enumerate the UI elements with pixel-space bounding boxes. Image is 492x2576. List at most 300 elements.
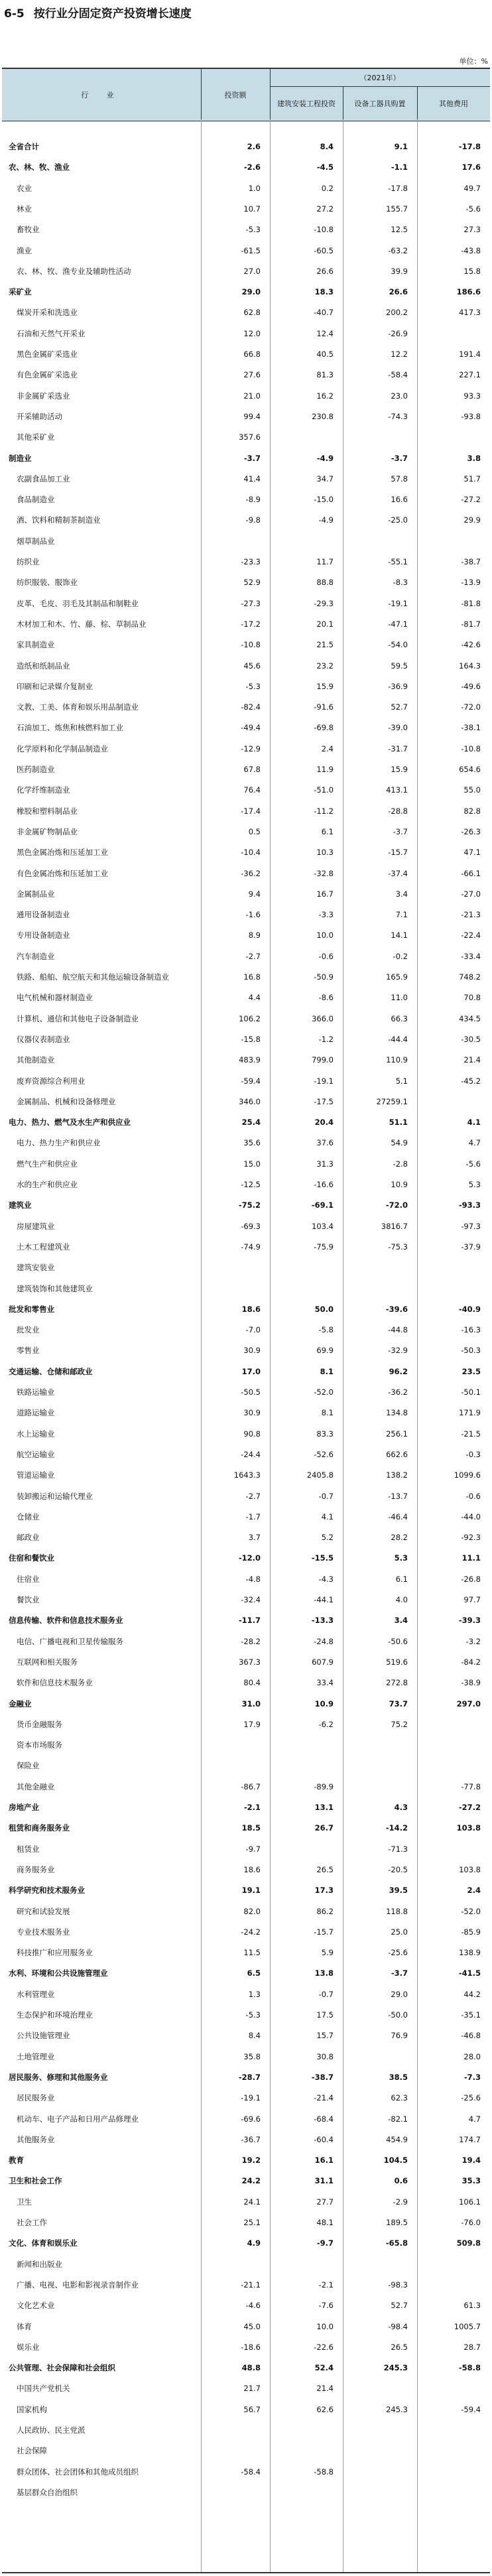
other-value: 654.6 xyxy=(459,765,481,774)
equipment-value: -2.8 xyxy=(393,1159,408,1169)
industry-name: 公共设施管理业 xyxy=(17,2031,70,2041)
industry-name: 零售业 xyxy=(17,1346,40,1356)
industry-name: 皮革、毛皮、羽毛及其制品和制鞋业 xyxy=(17,598,139,608)
construction-value xyxy=(270,426,334,448)
industry-name: 资本市场服务 xyxy=(17,1740,62,1750)
construction-value: -4.3 xyxy=(318,1574,334,1584)
total-value: -24.2 xyxy=(241,1927,261,1937)
total-value xyxy=(201,2481,261,2504)
construction-value: -29.3 xyxy=(314,598,334,608)
construction-value: -69.8 xyxy=(314,723,334,733)
construction-value: 86.2 xyxy=(316,1906,334,1916)
table-row xyxy=(2,1464,490,1486)
equipment-value: 29.0 xyxy=(391,1989,408,1999)
table-row xyxy=(2,945,490,968)
total-value: -11.7 xyxy=(238,1616,261,1626)
construction-value: -11.2 xyxy=(314,806,334,816)
table-row xyxy=(2,841,490,864)
equipment-value: 7.1 xyxy=(395,910,408,920)
total-value: 19.1 xyxy=(241,1886,261,1896)
table-row xyxy=(2,2481,490,2504)
equipment-value: -31.7 xyxy=(388,743,408,753)
equipment-value: -37.4 xyxy=(388,868,408,878)
construction-value xyxy=(270,2439,334,2462)
industry-name: 水利管理业 xyxy=(17,1989,55,1999)
other-value xyxy=(417,1838,481,1860)
industry-name: 农业 xyxy=(17,183,32,193)
equipment-value xyxy=(343,2439,408,2462)
equipment-value: -50.6 xyxy=(388,1636,408,1646)
industry-name: 居民服务业 xyxy=(17,2093,55,2103)
other-value xyxy=(417,1734,481,1756)
industry-name: 人民政协、民主党派 xyxy=(17,2425,86,2435)
total-value: 18.6 xyxy=(243,1864,261,1874)
industry-name: 保险业 xyxy=(17,1761,40,1771)
construction-value xyxy=(270,1277,334,1300)
other-value: -49.6 xyxy=(461,681,481,691)
industry-name: 其他金融业 xyxy=(17,1781,55,1791)
table-row xyxy=(2,1651,490,1673)
total-value: -8.9 xyxy=(245,495,261,505)
construction-value xyxy=(270,2253,334,2276)
industry-name: 林业 xyxy=(17,204,32,214)
table-row xyxy=(2,1131,490,1154)
total-value xyxy=(201,1277,261,1300)
other-value: -5.6 xyxy=(465,204,481,214)
header-other: 其他费用 xyxy=(439,99,468,108)
equipment-value: 0.6 xyxy=(394,2176,408,2186)
total-value: 1.0 xyxy=(248,183,261,193)
construction-value: -40.7 xyxy=(314,308,334,318)
construction-value: 17.5 xyxy=(316,2010,334,2020)
equipment-value: -98.3 xyxy=(388,2280,408,2289)
construction-value: 81.3 xyxy=(316,370,334,380)
table-row xyxy=(2,966,490,988)
industry-name: 卫生和社会工作 xyxy=(9,2176,62,2186)
equipment-value: -44.4 xyxy=(388,1034,408,1044)
table-row xyxy=(2,2274,490,2296)
other-value: -38.1 xyxy=(461,723,481,733)
industry-name: 商务服务业 xyxy=(17,1864,55,1874)
table-row xyxy=(2,1630,490,1653)
equipment-value: 4.0 xyxy=(395,1595,408,1604)
industry-name: 文化、体育和娱乐业 xyxy=(9,2238,78,2248)
construction-value xyxy=(270,530,334,552)
total-value: 17.9 xyxy=(243,1719,261,1729)
total-value: 62.8 xyxy=(243,308,261,318)
total-value: -21.1 xyxy=(241,2280,261,2289)
construction-value: -3.3 xyxy=(318,910,334,920)
equipment-value: 28.2 xyxy=(391,1533,408,1543)
equipment-value: -72.0 xyxy=(385,1200,408,1210)
industry-name: 水利、环境和公共设施管理业 xyxy=(9,1968,108,1978)
table-row xyxy=(2,592,490,615)
industry-name: 新闻和出版业 xyxy=(17,2259,62,2269)
table-row xyxy=(2,1879,490,1901)
total-value: -74.9 xyxy=(241,1242,261,1252)
construction-value: 34.7 xyxy=(316,474,334,483)
total-value xyxy=(201,1734,261,1756)
table-row xyxy=(2,2419,490,2441)
total-value: -50.5 xyxy=(241,1387,261,1397)
construction-value: -15.7 xyxy=(314,1927,334,1937)
other-value: -17.8 xyxy=(458,142,481,151)
equipment-value: -13.7 xyxy=(388,1491,408,1501)
equipment-value: -39.0 xyxy=(388,723,408,733)
equipment-value: -39.6 xyxy=(385,1304,408,1314)
construction-value: 8.1 xyxy=(321,1408,334,1418)
construction-value: -32.8 xyxy=(314,868,334,878)
equipment-value xyxy=(343,2419,408,2441)
total-value: 4.9 xyxy=(247,2238,261,2248)
construction-value: 21.4 xyxy=(316,2384,334,2394)
construction-value: 83.3 xyxy=(316,1429,334,1439)
other-value: -13.9 xyxy=(461,578,481,588)
equipment-value: 66.3 xyxy=(391,1013,408,1023)
table-row xyxy=(2,2087,490,2109)
table-row xyxy=(2,1381,490,1403)
equipment-value: 272.8 xyxy=(386,1678,408,1688)
total-value: -5.3 xyxy=(245,225,261,235)
table-row xyxy=(2,1277,490,1300)
equipment-value: 3.4 xyxy=(394,1616,408,1626)
other-value: 61.3 xyxy=(463,2301,481,2311)
table-row xyxy=(2,1506,490,1528)
equipment-value: -1.1 xyxy=(391,162,408,172)
industry-name: 黑色金属冶炼和压延加工业 xyxy=(17,848,108,858)
industry-name: 有色金属冶炼和压延加工业 xyxy=(17,868,108,878)
equipment-value: -25.6 xyxy=(388,1948,408,1958)
equipment-value: -8.3 xyxy=(393,578,408,588)
equipment-value: 27259.1 xyxy=(376,1096,408,1106)
construction-value xyxy=(270,2419,334,2441)
construction-value: 48.1 xyxy=(316,2218,334,2227)
equipment-value: -74.3 xyxy=(388,411,408,421)
construction-value: -91.6 xyxy=(314,702,334,712)
industry-name: 租赁和商务服务业 xyxy=(9,1823,70,1833)
total-value xyxy=(201,530,261,552)
table-row xyxy=(2,2377,490,2400)
other-value: 103.8 xyxy=(456,1823,481,1833)
industry-name: 交通运输、仓储和邮政业 xyxy=(9,1366,93,1376)
total-value: 8.4 xyxy=(248,2031,261,2041)
other-value: -38.9 xyxy=(461,1678,481,1688)
industry-name: 房地产业 xyxy=(9,1803,39,1812)
construction-value: -10.8 xyxy=(314,225,334,235)
industry-name: 研究和试验发展 xyxy=(17,1906,70,1916)
industry-name: 电气机械和器材制造业 xyxy=(17,993,93,1003)
industry-name: 铁路、船舶、航空航天和其他运输设备制造业 xyxy=(17,972,169,982)
construction-value: 50.0 xyxy=(314,1304,334,1314)
industry-name: 专业技术服务业 xyxy=(17,1927,70,1937)
table-row xyxy=(2,239,490,262)
table-row xyxy=(2,1339,490,1362)
total-value: -61.5 xyxy=(241,245,261,255)
equipment-value: -2.9 xyxy=(393,2197,408,2207)
construction-value: -0.7 xyxy=(318,1989,334,1999)
industry-name: 广播、电视、电影和影视录音制作业 xyxy=(17,2280,139,2289)
table-row xyxy=(2,1547,490,1569)
equipment-value: 5.1 xyxy=(395,1076,408,1086)
equipment-value xyxy=(343,2253,408,2276)
table-row xyxy=(2,550,490,573)
equipment-value: -98.4 xyxy=(388,2321,408,2331)
equipment-value xyxy=(343,2377,408,2400)
construction-value: 10.0 xyxy=(316,931,334,940)
total-value: -4.6 xyxy=(245,2301,261,2311)
construction-value: 40.5 xyxy=(316,350,334,359)
other-value: 106.1 xyxy=(459,2197,481,2207)
total-value: -86.7 xyxy=(241,1781,261,1791)
equipment-value xyxy=(343,1734,408,1756)
other-value: -72.0 xyxy=(461,702,481,712)
table-row xyxy=(2,468,490,490)
equipment-value xyxy=(343,426,408,448)
construction-value: 10.9 xyxy=(314,1699,334,1708)
industry-name: 农副食品加工业 xyxy=(17,474,70,483)
industry-name: 食品制造业 xyxy=(17,495,55,505)
other-value: -0.6 xyxy=(465,1491,481,1501)
construction-value: 0.2 xyxy=(321,183,334,193)
equipment-value: 26.5 xyxy=(391,2342,408,2352)
total-value xyxy=(201,1754,261,1777)
table-row xyxy=(2,1028,490,1051)
industry-name: 电信、广播电视和卫星传输服务 xyxy=(17,1636,123,1646)
industry-name: 计算机、通信和其他电子设备制造业 xyxy=(17,1013,139,1023)
table-row xyxy=(2,2439,490,2462)
industry-name: 木材加工和木、竹、藤、棕、草制品业 xyxy=(17,619,147,629)
total-value: -17.4 xyxy=(241,806,261,816)
total-value: 346.0 xyxy=(239,1096,261,1106)
table-row xyxy=(2,633,490,656)
equipment-value: 11.0 xyxy=(391,993,408,1003)
total-value: 1643.3 xyxy=(233,1470,261,1480)
construction-value: 16.1 xyxy=(314,2156,334,2165)
table-row xyxy=(2,1734,490,1756)
construction-value: -44.1 xyxy=(314,1595,334,1604)
other-value xyxy=(417,530,481,552)
equipment-value: 104.5 xyxy=(383,2156,408,2165)
equipment-value: 3.4 xyxy=(395,889,408,899)
equipment-value: 51.1 xyxy=(389,1118,408,1127)
equipment-value: 12.2 xyxy=(391,350,408,359)
total-value: -23.3 xyxy=(241,557,261,566)
industry-name: 邮政业 xyxy=(17,1533,40,1543)
table-row xyxy=(2,2191,490,2213)
industry-name: 废弃资源综合利用业 xyxy=(17,1076,86,1086)
other-value xyxy=(417,1713,481,1736)
construction-value: 230.8 xyxy=(312,411,334,421)
equipment-value: 12.5 xyxy=(391,225,408,235)
table-row xyxy=(2,1671,490,1694)
total-value: 31.0 xyxy=(241,1699,261,1708)
construction-value xyxy=(270,2481,334,2504)
other-value: 4.7 xyxy=(468,1138,481,1148)
table-row xyxy=(2,1921,490,1943)
industry-name: 农、林、牧、渔业 xyxy=(9,162,70,172)
other-value: 191.4 xyxy=(459,350,481,359)
table-row xyxy=(2,322,490,345)
equipment-value xyxy=(343,1256,408,1279)
equipment-value: 25.0 xyxy=(391,1927,408,1937)
total-value: -17.2 xyxy=(241,619,261,629)
table-title: 按行业分固定资产投资增长速度 xyxy=(33,7,192,21)
other-value: -85.9 xyxy=(461,1927,481,1937)
total-value: -58.4 xyxy=(241,2467,261,2477)
industry-name: 畜牧业 xyxy=(17,225,40,235)
industry-name: 开采辅助活动 xyxy=(17,411,62,421)
table-row xyxy=(2,1194,490,1216)
construction-value: -5.8 xyxy=(318,1325,334,1335)
total-value: -69.6 xyxy=(241,2114,261,2124)
total-value: -12.5 xyxy=(241,1180,261,1189)
total-value: -5.3 xyxy=(245,2010,261,2020)
industry-name: 装卸搬运和运输代理业 xyxy=(17,1491,93,1501)
equipment-value: 96.2 xyxy=(389,1366,408,1376)
equipment-value xyxy=(343,1277,408,1300)
other-value xyxy=(417,1277,481,1300)
other-value: -26.8 xyxy=(461,1574,481,1584)
table-row xyxy=(2,260,490,283)
construction-value: -75.9 xyxy=(314,1242,334,1252)
other-value: 93.3 xyxy=(463,391,481,401)
construction-value: -51.0 xyxy=(314,785,334,795)
table-row xyxy=(2,2232,490,2254)
table-row xyxy=(2,2066,490,2089)
total-value: 3.7 xyxy=(248,1533,261,1543)
other-value: -21.5 xyxy=(461,1429,481,1439)
industry-name: 酒、饮料和精制茶制造业 xyxy=(17,515,101,525)
table-row xyxy=(2,177,490,200)
industry-name: 软件和信息技术服务业 xyxy=(17,1678,93,1688)
equipment-value: -20.5 xyxy=(388,1864,408,1874)
table-row xyxy=(2,1215,490,1238)
industry-name: 科技推广和应用服务业 xyxy=(17,1948,93,1958)
table-row xyxy=(2,758,490,781)
industry-name: 餐饮业 xyxy=(17,1595,40,1604)
total-value: -32.4 xyxy=(241,1595,261,1604)
table-row xyxy=(2,1070,490,1092)
industry-name: 房屋建筑业 xyxy=(17,1221,55,1231)
table-row xyxy=(2,363,490,386)
industry-name: 铁路运输业 xyxy=(17,1387,55,1397)
industry-name: 教育 xyxy=(9,2156,24,2165)
table-row xyxy=(2,1111,490,1133)
other-value: -7.3 xyxy=(463,2072,481,2082)
construction-value: 5.9 xyxy=(321,1948,334,1958)
construction-value: 2.4 xyxy=(321,743,334,753)
total-value: 21.7 xyxy=(243,2384,261,2394)
other-value: -27.2 xyxy=(461,495,481,505)
total-value: -2.1 xyxy=(243,1803,261,1812)
other-value: -22.4 xyxy=(461,931,481,940)
industry-name: 建筑业 xyxy=(9,1200,32,1210)
industry-name: 有色金属矿采选业 xyxy=(17,370,78,380)
industry-name: 仓储业 xyxy=(17,1512,40,1521)
total-value: 35.6 xyxy=(243,1138,261,1148)
other-value: -93.8 xyxy=(461,411,481,421)
total-value: 29.0 xyxy=(241,287,261,297)
total-value: 11.5 xyxy=(243,1948,261,1958)
construction-value: 26.5 xyxy=(316,1864,334,1874)
other-value: 29.9 xyxy=(463,515,481,525)
industry-name: 国家机构 xyxy=(17,2404,47,2414)
table-row xyxy=(2,2149,490,2171)
industry-name: 非金属矿物制品业 xyxy=(17,826,78,836)
other-value: 4.7 xyxy=(468,2114,481,2124)
construction-value: 103.4 xyxy=(312,1221,334,1231)
other-value: -50.3 xyxy=(461,1346,481,1356)
table-row xyxy=(2,883,490,905)
equipment-value: 662.6 xyxy=(386,1449,408,1459)
other-value: 417.3 xyxy=(459,308,481,318)
other-value: -5.6 xyxy=(465,1159,481,1169)
table-row xyxy=(2,1838,490,1860)
construction-value: 2405.8 xyxy=(306,1470,334,1480)
other-value: 164.3 xyxy=(459,661,481,671)
industry-name: 煤炭开采和洗选业 xyxy=(17,308,78,318)
construction-value: 26.7 xyxy=(314,1823,334,1833)
table-row xyxy=(2,2315,490,2338)
total-value: -2.7 xyxy=(245,1491,261,1501)
total-value: 0.5 xyxy=(248,826,261,836)
other-value: -0.3 xyxy=(465,1449,481,1459)
other-value: -97.3 xyxy=(461,1221,481,1231)
table-row xyxy=(2,1609,490,1632)
table-row xyxy=(2,1319,490,1341)
table-row xyxy=(2,2128,490,2151)
total-value: -12.9 xyxy=(241,743,261,753)
industry-name: 居民服务、修理和其他服务业 xyxy=(9,2072,108,2082)
equipment-value: -75.3 xyxy=(388,1242,408,1252)
construction-value: 16.7 xyxy=(316,889,334,899)
other-value: -33.4 xyxy=(461,951,481,961)
equipment-value: 6.1 xyxy=(395,1574,408,1584)
other-value: -92.3 xyxy=(461,1533,481,1543)
industry-name: 其他服务业 xyxy=(17,2134,55,2144)
construction-value: -15.5 xyxy=(311,1553,334,1563)
other-value: -38.7 xyxy=(461,557,481,566)
industry-name: 基层群众自治组织 xyxy=(17,2487,78,2497)
equipment-value: -15.7 xyxy=(388,848,408,858)
construction-value: -7.6 xyxy=(318,2301,334,2311)
equipment-value: -3.7 xyxy=(391,1968,408,1978)
total-value: 21.0 xyxy=(243,391,261,401)
title-bar xyxy=(0,0,492,20)
equipment-value: 189.5 xyxy=(386,2218,408,2227)
table-row xyxy=(2,1443,490,1466)
table-row xyxy=(2,2398,490,2421)
table-row xyxy=(2,820,490,843)
industry-name: 其他制造业 xyxy=(17,1055,55,1065)
table-row xyxy=(2,2294,490,2317)
total-value: 24.2 xyxy=(241,2176,261,2186)
other-value: 103.8 xyxy=(459,1864,481,1874)
other-value: 297.0 xyxy=(456,1699,481,1708)
construction-value: 15.7 xyxy=(316,2031,334,2041)
other-value: 4.1 xyxy=(467,1118,481,1127)
table-row xyxy=(2,156,490,178)
total-value xyxy=(201,2419,261,2441)
equipment-value: 519.6 xyxy=(386,1657,408,1667)
industry-name: 印刷和记录媒介复制业 xyxy=(17,681,93,691)
table-row xyxy=(2,1817,490,1839)
other-value xyxy=(417,426,481,448)
table-row xyxy=(2,779,490,801)
construction-value: 31.1 xyxy=(314,2176,334,2186)
other-value: 138.9 xyxy=(459,1948,481,1958)
equipment-value: -14.2 xyxy=(385,1823,408,1833)
